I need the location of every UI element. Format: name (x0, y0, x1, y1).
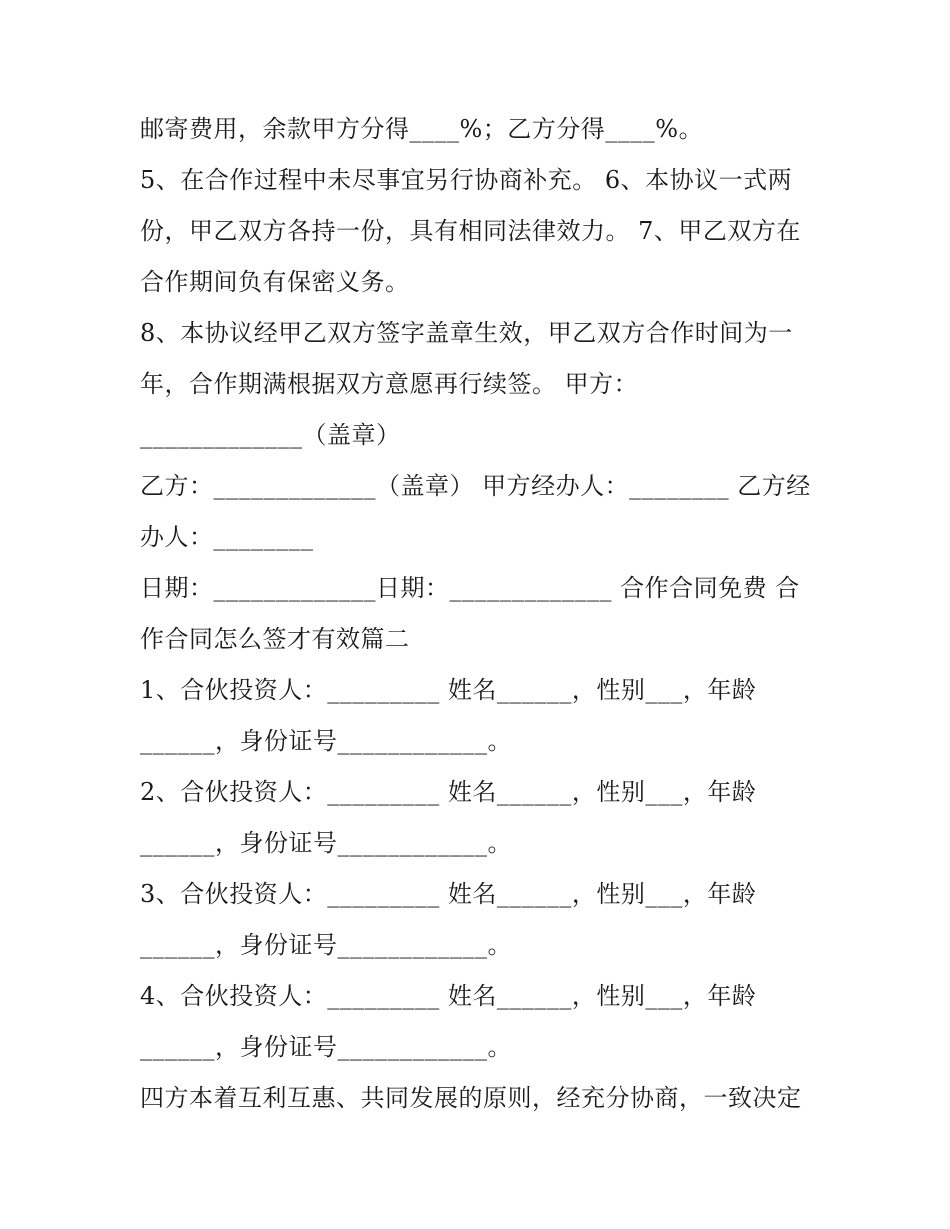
text-line: 办人：________ (140, 523, 314, 551)
text-line: 四方本着互利互惠、共同发展的原则，经充分协商，一致决定 (140, 1084, 802, 1112)
text-line: 年，合作期满根据双方意愿再行续签。 甲方： (140, 370, 639, 398)
text-line: ______，身份证号____________。 (140, 931, 512, 959)
text-line: 作合同怎么签才有效篇二 (140, 625, 410, 653)
text-line: 5、在合作过程中未尽事宜另行协商补充。 6、本协议一式两 (140, 166, 793, 194)
text-line: 2、合伙投资人：_________ 姓名______，性别___，年龄 (140, 778, 757, 806)
text-line: 邮寄费用，余款甲方分得____%；乙方分得____%。 (140, 115, 704, 143)
text-line: 份，甲乙双方各持一份，具有相同法律效力。 7、甲乙双方在 (140, 217, 801, 245)
text-line: 8、本协议经甲乙双方签字盖章生效，甲乙双方合作时间为一 (140, 319, 793, 347)
text-line: ______，身份证号____________。 (140, 1033, 512, 1061)
text-line: ______，身份证号____________。 (140, 727, 512, 755)
text-line: 日期：_____________日期：_____________ 合作合同免费 合 (140, 574, 800, 602)
text-line: ______，身份证号____________。 (140, 829, 512, 857)
text-line: 合作期间负有保密义务。 (140, 268, 410, 296)
text-line: 4、合伙投资人：_________ 姓名______，性别___，年龄 (140, 982, 757, 1010)
text-line: 1、合伙投资人：_________ 姓名______，性别___，年龄 (140, 676, 757, 704)
text-line: 乙方：_____________（盖章） 甲方经办人：________ 乙方经 (140, 472, 811, 500)
text-line: _____________（盖章） (140, 421, 401, 449)
text-line: 3、合伙投资人：_________ 姓名______，性别___，年龄 (140, 880, 757, 908)
